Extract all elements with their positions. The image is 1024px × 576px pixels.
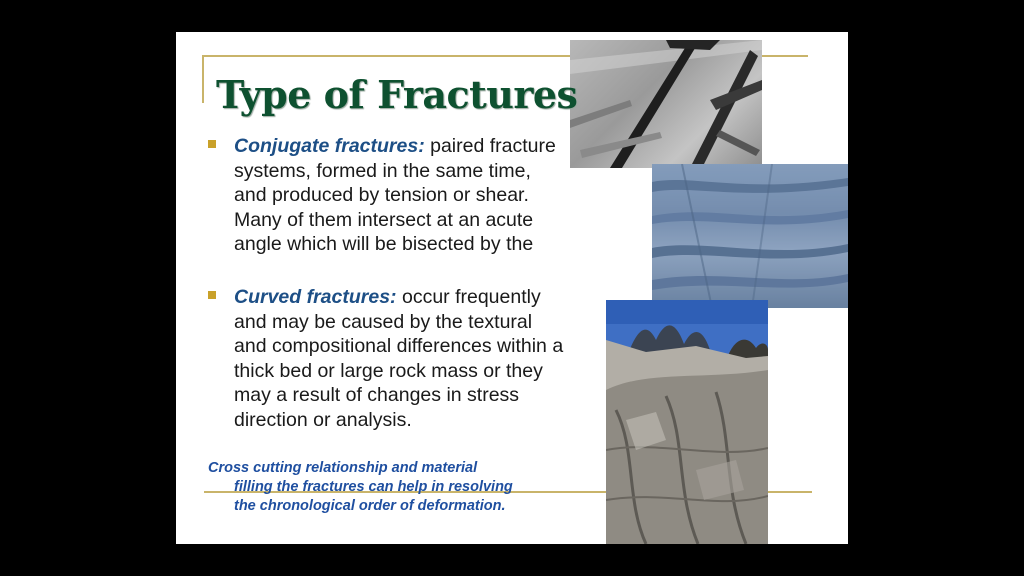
curved-fractures-photo xyxy=(606,300,768,544)
bullet-text xyxy=(234,285,568,432)
note-line: filling the fractures can help in resolving xyxy=(234,479,513,495)
conjugate-fractures-photo xyxy=(570,40,762,168)
bullet-text xyxy=(234,134,568,257)
note-line: the chronological order of deformation. xyxy=(234,498,506,514)
cross-cutting-note xyxy=(208,459,578,516)
bullet-conjugate-fractures xyxy=(208,134,568,257)
bullet-marker xyxy=(208,140,216,148)
note-line: Cross cutting relationship and material xyxy=(208,460,478,476)
bullet-curved-fractures xyxy=(208,285,568,432)
slide xyxy=(176,32,848,544)
bullet-description: paired fracture systems, formed in the same time, and produced by tension or shear. Many of them intersect at an acute angle which will be bisected by the xyxy=(234,135,556,255)
bullet-term: Conjugate fractures: xyxy=(234,135,425,157)
bullet-marker xyxy=(208,291,216,299)
bullet-description: occur frequently and may be caused by the textural and compositional differences within a thick bed or large rock mass or they may a result of changes in stress direction or analysis. xyxy=(234,286,564,431)
decorative-rule-left xyxy=(202,55,204,103)
layered-rock-photo xyxy=(652,164,848,308)
slide-title: Type of Fractures xyxy=(216,72,578,117)
bullet-term: Curved fractures: xyxy=(234,286,397,308)
